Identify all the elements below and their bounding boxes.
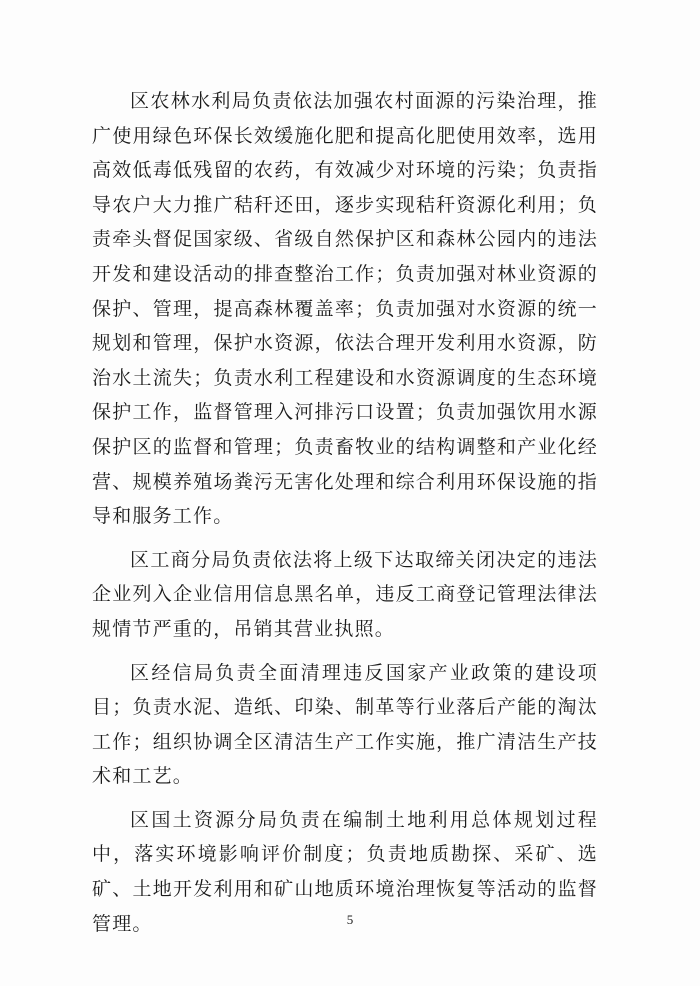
paragraph-land-resources: 区国土资源分局负责在编制土地利用总体规划过程中，落实环境影响评价制度；负责地质勘探、采矿、选矿、土地开发利用和矿山地质环境治理恢复等活动的监督管理。 xyxy=(92,808,598,935)
paragraph-economy-information: 区经信局负责全面清理违反国家产业政策的建设项目；负责水泥、造纸、印染、制革等行业落后产能的淘汰工作；组织协调全区清洁生产工作实施，推广清洁生产技术和工艺。 xyxy=(92,661,598,788)
paragraph-agriculture-forestry-water: 区农林水利局负责依法加强农村面源的污染治理，推广使用绿色环保长效缓施化肥和提高化肥使用效率，选用高效低毒低残留的农药，有效减少对环境的污染；负责指导农户大力推广秸秆还田，逐步实现秸秆资源化利用；负责牵头督促国家级、省级自然保护区和森林公园内的违法开发和建设活动的排查整治工作；负责加强对林业资源的保护、管理，提高森林覆盖率；负责加强对水资源的统一规划和管理，保护水资源，依法合理开发利用水资源，防治水土流失；负责水利工程建设和水资源调度的生态环境保护工作，监督管理入河排污口设置；负责加强饮用水源保护区的监督和管理；负责畜牧业的结构调整和产业化经营、规模养殖场粪污无害化处理和综合利用环保设施的指导和服务工作。 xyxy=(92,90,598,528)
paragraph-industry-commerce: 区工商分局负责依法将上级下达取缔关闭决定的违法企业列入企业信用信息黑名单，违反工商登记管理法律法规情节严重的，吊销其营业执照。 xyxy=(92,548,598,640)
document-body xyxy=(92,84,598,941)
page-number: 5 xyxy=(346,912,354,927)
